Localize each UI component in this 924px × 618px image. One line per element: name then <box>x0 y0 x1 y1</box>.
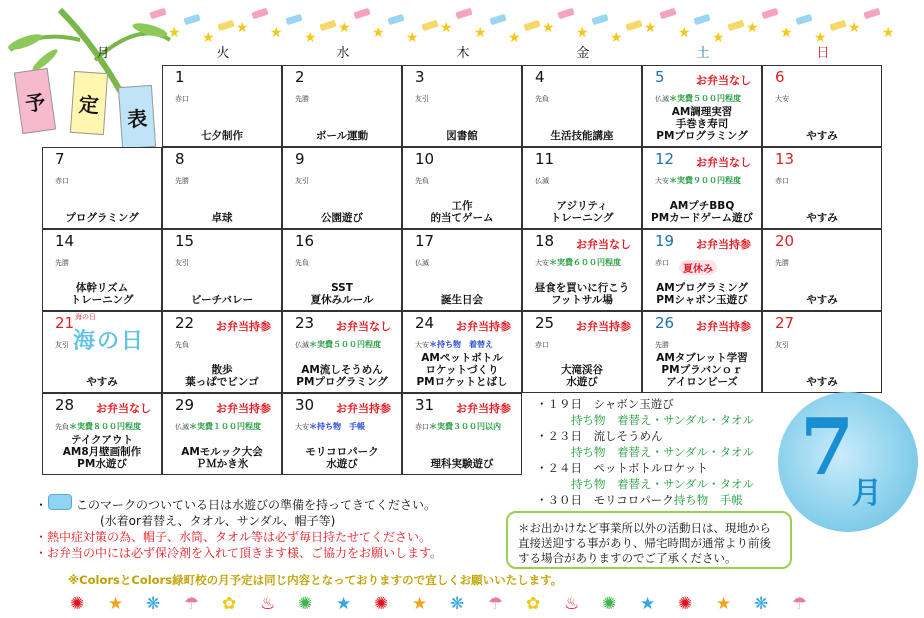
lunch-badge: お弁当持参 <box>336 402 391 415</box>
star-icon: ★ <box>848 20 861 36</box>
rokuyo-label: 仏滅 <box>175 423 189 431</box>
note-heatstroke: ・熱中症対策の為、帽子、水筒、タオル等は必ず毎日持たせてください。 <box>35 530 432 544</box>
activity-text: AMプチBBQ PMカードゲーム遊び <box>651 200 753 224</box>
cost-note: ＊実費１００円程度 <box>189 422 261 431</box>
activity-text: AM流しそうめん PMプログラミング <box>296 364 388 388</box>
rokuyo-label: 大安 <box>655 177 669 185</box>
star-icon: ★ <box>236 20 249 36</box>
day-number: 26 <box>655 314 675 332</box>
activity-text: 七夕制作 <box>201 130 243 142</box>
activity-text: 理科実験遊び <box>430 458 494 470</box>
rokuyo-label: 赤口 <box>655 259 669 267</box>
lunch-badge: お弁当持参 <box>456 320 511 333</box>
activity-text: AMタブレット学習 PMプラバンｏｒ アイロンビーズ <box>656 352 748 388</box>
day-cell[interactable] <box>642 65 762 147</box>
note-bullet: ・ <box>35 498 48 512</box>
weekday-header: 金 <box>576 46 590 61</box>
star-icon: ★ <box>474 25 487 41</box>
activity-text: 公園遊び <box>321 212 363 224</box>
rokuyo-label: 大安 <box>415 341 429 349</box>
summer-ornament-icon: ♨ <box>260 594 276 614</box>
rokuyo-label: 赤口 <box>175 95 189 103</box>
day-number: 18 <box>535 232 555 250</box>
activity-text: 昼食を買いに行こう フットサル場 <box>534 282 630 306</box>
lunch-badge: お弁当持参 <box>216 320 271 333</box>
day-number: 7 <box>55 150 65 168</box>
garland-flag-icon <box>625 20 642 32</box>
rokuyo-label: 赤口 <box>535 341 549 349</box>
day-number: 9 <box>295 150 305 168</box>
activity-text: AMモルック大会 ＰＭかき氷 <box>181 446 263 470</box>
cost-note: ＊実費９００円程度 <box>669 176 741 185</box>
day-cell[interactable] <box>402 311 522 393</box>
day-number: 25 <box>535 314 555 332</box>
weekday-header: 日 <box>816 46 830 61</box>
star-icon: ★ <box>644 20 657 36</box>
rokuyo-label: 仏滅 <box>415 259 429 267</box>
day-number: 2 <box>295 68 305 86</box>
rokuyo-label: 先負 <box>415 177 429 185</box>
summer-ornament-icon: ❋ <box>450 594 465 614</box>
title-tanzaku-2: 定 <box>70 71 108 135</box>
rokuyo-label: 先負 <box>295 259 309 267</box>
day-number: 28 <box>55 396 75 414</box>
activity-text: ビーチバレー <box>191 294 253 306</box>
weekday-header: 木 <box>456 46 470 61</box>
activity-text: 大滝渓谷 水遊び <box>561 364 603 388</box>
lunch-badge: お弁当持参 <box>216 402 271 415</box>
day-cell[interactable] <box>282 229 402 311</box>
day-cell[interactable] <box>402 393 522 475</box>
summer-ornament-icon: ❋ <box>754 594 769 614</box>
month-unit: 月 <box>852 476 882 511</box>
rokuyo-label: 大安 <box>775 95 789 103</box>
star-icon: ★ <box>304 30 317 46</box>
rokuyo-label: 先勝 <box>295 95 309 103</box>
activity-text: 体幹リズム トレーニング <box>70 282 134 306</box>
rokuyo-label: 仏滅 <box>295 341 309 349</box>
day-number: 1 <box>175 68 185 86</box>
activity-text: 生活技能講座 <box>550 130 614 142</box>
summer-ornament-icon: ★ <box>716 594 732 614</box>
day-number: 29 <box>175 396 195 414</box>
day-number: 5 <box>655 68 665 86</box>
note-same-schedule: ※ColorsとColors緑町校の月予定は同じ内容となっておりますので宜しくお願いいたします。 <box>68 573 563 587</box>
day-number: 6 <box>775 68 785 86</box>
activity-text: やすみ <box>806 130 838 142</box>
note-water-mark: このマークのついている日は水遊びの準備を持ってきてください。 <box>76 498 437 512</box>
day-cell[interactable] <box>642 229 762 311</box>
cost-note: ＊実費５００円程度 <box>309 340 381 349</box>
day-cell[interactable] <box>162 311 282 393</box>
day-number: 30 <box>295 396 315 414</box>
garland-flag-icon <box>421 20 438 32</box>
star-icon: ★ <box>712 30 725 46</box>
day-number: 12 <box>655 150 675 168</box>
day-number: 17 <box>415 232 435 250</box>
lunch-badge: お弁当なし <box>576 238 631 251</box>
garland-flag-icon <box>489 14 506 26</box>
rokuyo-label: 友引 <box>415 95 429 103</box>
weekday-header: 土 <box>696 46 710 61</box>
event-line-30: ・３０日 モリコロパーク持ち物 手帳 <box>536 493 743 507</box>
day-number: 4 <box>535 68 545 86</box>
day-cell[interactable] <box>762 229 882 311</box>
summer-ornament-icon: ☂ <box>184 594 200 614</box>
rokuyo-label: 仏滅 <box>655 95 669 103</box>
day-cell[interactable] <box>402 229 522 311</box>
star-icon: ★ <box>678 25 691 41</box>
garland-flag-icon <box>761 8 778 20</box>
event-line-24: ・２４日 ペットボトルロケット <box>536 461 708 475</box>
day-number: 3 <box>415 68 425 86</box>
activity-text: やすみ <box>806 294 838 306</box>
garland-flag-icon <box>353 8 370 20</box>
day-cell[interactable] <box>42 147 162 229</box>
star-icon: ★ <box>814 30 827 46</box>
rokuyo-label: 大安 <box>295 423 309 431</box>
summer-ornament-icon: ✿ <box>526 594 541 614</box>
day-cell[interactable] <box>522 65 642 147</box>
day-number: 8 <box>175 150 185 168</box>
cost-note: ＊持ち物 手帳 <box>309 422 365 431</box>
garland-flag-icon <box>387 14 404 26</box>
day-number: 27 <box>775 314 795 332</box>
garland-flag-icon <box>217 20 234 32</box>
garland-flag-icon <box>659 8 676 20</box>
event-items-23: 持ち物 着替え・サンダル・タオル <box>571 445 754 459</box>
lunch-badge: お弁当持参 <box>456 402 511 415</box>
activity-text: アジリティ トレーニング <box>550 200 614 224</box>
day-cell[interactable] <box>42 393 162 475</box>
day-number: 19 <box>655 232 675 250</box>
day-number: 10 <box>415 150 435 168</box>
star-icon: ★ <box>406 30 419 46</box>
day-cell[interactable] <box>762 65 882 147</box>
day-number: 23 <box>295 314 315 332</box>
cost-note: ＊実費５００円程度 <box>669 94 741 103</box>
title-tanzaku-1: 予 <box>14 68 56 134</box>
day-cell[interactable] <box>522 229 642 311</box>
garland-flag-icon <box>285 14 302 26</box>
summer-ornament-icon: ★ <box>336 594 352 614</box>
day-cell[interactable] <box>282 311 402 393</box>
star-icon: ★ <box>440 20 453 36</box>
cost-note: ＊実費３００円以内 <box>429 422 501 431</box>
summer-ornament-icon: ✺ <box>678 594 693 614</box>
activity-text: 卓球 <box>211 212 233 224</box>
rokuyo-label: 先勝 <box>175 177 189 185</box>
rokuyo-label: 先勝 <box>55 259 69 267</box>
day-number: 13 <box>775 150 795 168</box>
day-cell[interactable] <box>762 311 882 393</box>
garland-flag-icon <box>693 14 710 26</box>
star-icon: ★ <box>372 25 385 41</box>
lunch-badge: お弁当持参 <box>576 320 631 333</box>
summer-ornament-icon: ♨ <box>564 594 580 614</box>
rokuyo-label: 先負 <box>535 95 549 103</box>
day-cell[interactable] <box>162 229 282 311</box>
day-number: 24 <box>415 314 435 332</box>
star-icon: ★ <box>746 20 759 36</box>
day-number: 15 <box>175 232 195 250</box>
activity-text: 工作 的当てゲーム <box>430 200 494 224</box>
day-number: 11 <box>535 150 555 168</box>
day-number: 16 <box>295 232 315 250</box>
garland-flag-icon <box>557 8 574 20</box>
day-cell[interactable] <box>642 311 762 393</box>
activity-text: テイクアウト AM8月壁画制作 PM水遊び <box>62 434 142 470</box>
garland-flag-icon <box>251 8 268 20</box>
summer-ornament-icon: ☂ <box>488 594 504 614</box>
day-cell[interactable] <box>162 147 282 229</box>
month-number: 7 <box>800 402 855 493</box>
day-number: 21 <box>55 314 75 332</box>
garland-flag-icon <box>455 8 472 20</box>
summer-ornament-icon: ★ <box>108 594 124 614</box>
garland-flag-icon <box>319 20 336 32</box>
cost-note: ＊実費６００円程度 <box>549 258 621 267</box>
summer-ornament-icon: ✺ <box>298 594 313 614</box>
rokuyo-label: 友引 <box>775 341 789 349</box>
umi-no-hi-logo: 海の日 <box>73 329 146 354</box>
rokuyo-label: 友引 <box>175 259 189 267</box>
day-cell[interactable] <box>282 65 402 147</box>
garland-flag-icon <box>591 14 608 26</box>
garland-flag-icon <box>829 20 846 32</box>
event-line-23: ・２３日 流しそうめん <box>536 429 663 443</box>
activity-text: ボール運動 <box>315 130 369 142</box>
activity-text: やすみ <box>806 212 838 224</box>
lunch-badge: お弁当持参 <box>696 320 751 333</box>
star-icon: ★ <box>338 20 351 36</box>
activity-text: 図書館 <box>446 130 478 142</box>
rokuyo-label: 赤口 <box>775 177 789 185</box>
star-icon: ★ <box>168 25 181 41</box>
day-cell[interactable] <box>42 229 162 311</box>
activity-text: 誕生日会 <box>441 294 483 306</box>
activity-text: モリコロパーク 水遊び <box>305 446 379 470</box>
star-icon: ★ <box>610 30 623 46</box>
star-icon: ★ <box>202 30 215 46</box>
summer-ornament-icon: ☂ <box>792 594 808 614</box>
event-items-24: 持ち物 着替え・サンダル・タオル <box>571 477 754 491</box>
day-cell[interactable] <box>522 311 642 393</box>
rokuyo-label: 赤口 <box>55 177 69 185</box>
day-cell[interactable] <box>162 65 282 147</box>
star-icon: ★ <box>270 25 283 41</box>
summer-ornament-icon: ✺ <box>602 594 617 614</box>
activity-text: AM調理実習 手巻き寿司 PMプログラミング <box>656 106 748 142</box>
note-water-detail: (水着or着替え、タオル、サンダル、帽子等) <box>100 514 336 528</box>
rokuyo-label: 先負 <box>175 341 189 349</box>
lunch-badge: お弁当なし <box>696 74 751 87</box>
star-icon: ★ <box>508 30 521 46</box>
activity-text: 散歩 葉っぱでビンゴ <box>185 364 259 388</box>
umi-no-hi-small: 海の日 <box>75 313 96 321</box>
day-number: 22 <box>175 314 195 332</box>
summer-ornament-icon: ★ <box>640 594 656 614</box>
day-cell[interactable] <box>282 147 402 229</box>
day-cell[interactable] <box>402 65 522 147</box>
day-cell[interactable] <box>42 311 162 393</box>
weekday-header: 月 <box>96 46 110 61</box>
rokuyo-label: 友引 <box>55 341 69 349</box>
day-cell[interactable] <box>522 147 642 229</box>
rokuyo-label: 先負 <box>55 423 69 431</box>
day-number: 20 <box>775 232 795 250</box>
cost-note: ＊持ち物 着替え <box>429 340 493 349</box>
day-number: 31 <box>415 396 435 414</box>
event-items-19: 持ち物 着替え・サンダル・タオル <box>571 413 754 427</box>
pool-mark-icon <box>48 494 72 510</box>
day-cell[interactable] <box>762 147 882 229</box>
title-tanzaku-3: 表 <box>118 85 156 149</box>
summer-ornament-icon: ✿ <box>222 594 237 614</box>
activity-text: プログラミング <box>65 212 139 224</box>
note-lunch: ・お弁当の中には必ず保冷剤を入れて頂きます様、ご協力をお願いします。 <box>35 546 443 560</box>
rokuyo-label: 先勝 <box>775 259 789 267</box>
garland-flag-icon <box>183 14 200 26</box>
lunch-badge: お弁当なし <box>336 320 391 333</box>
day-cell[interactable] <box>402 147 522 229</box>
rokuyo-label: 仏滅 <box>535 177 549 185</box>
garland-flag-icon <box>523 20 540 32</box>
day-cell[interactable] <box>162 393 282 475</box>
day-cell[interactable] <box>282 393 402 475</box>
lunch-badge: お弁当なし <box>696 156 751 169</box>
rokuyo-label: 先勝 <box>655 341 669 349</box>
star-icon: ★ <box>882 25 895 41</box>
rokuyo-label: 友引 <box>295 177 309 185</box>
summer-ornament-icon: ✺ <box>374 594 389 614</box>
garland-flag-icon <box>863 8 880 20</box>
star-icon: ★ <box>542 20 555 36</box>
garland-flag-icon <box>795 14 812 26</box>
lunch-badge: お弁当なし <box>96 402 151 415</box>
weekday-header: 火 <box>216 46 230 61</box>
summer-ornament-icon: ★ <box>412 594 428 614</box>
activity-text: AMペットボトル ロケットづくり PMロケットとばし <box>416 352 508 388</box>
day-cell[interactable] <box>642 147 762 229</box>
star-icon: ★ <box>576 25 589 41</box>
activity-text: SST 夏休みルール <box>310 282 374 306</box>
activity-text: やすみ <box>86 376 118 388</box>
day-number: 14 <box>55 232 75 250</box>
weekday-header: 水 <box>336 46 350 61</box>
summer-ornament-icon: ❋ <box>146 594 161 614</box>
summer-ornament-icon: ✺ <box>70 594 85 614</box>
activity-text: やすみ <box>806 376 838 388</box>
summer-break-label: 夏休み <box>679 260 717 275</box>
lunch-badge: お弁当持参 <box>696 238 751 251</box>
rokuyo-label: 赤口 <box>415 423 429 431</box>
rokuyo-label: 大安 <box>535 259 549 267</box>
activity-text: AMプログラミング PMシャボン玉遊び <box>656 282 748 306</box>
event-line-19: ・１９日 シャボン玉遊び <box>536 397 674 411</box>
garland-flag-icon <box>727 20 744 32</box>
info-box: ＊お出かけなど事業所以外の活動日は、現地から直接送迎する事があり、帰宅時間が通常より前後する場合がありますのでご了承ください。 <box>506 511 792 569</box>
star-icon: ★ <box>780 25 793 41</box>
cost-note: ＊実費８００円程度 <box>69 422 141 431</box>
